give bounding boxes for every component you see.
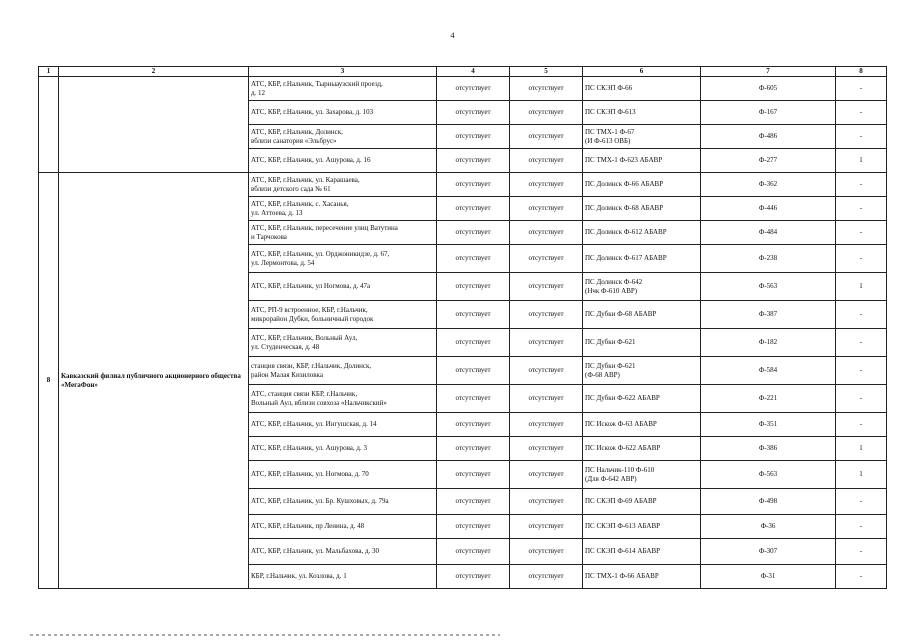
- address-cell: [249, 329, 437, 357]
- col4-cell: отсутствует: [437, 149, 510, 173]
- substation-cell-line: (Для Ф-642 АВР): [585, 474, 637, 483]
- substation-cell-line: ПС ТМХ-1 Ф-66 АБАВР: [585, 572, 659, 580]
- address-cell: [249, 173, 437, 197]
- feeder-cell: Ф-386: [701, 437, 836, 461]
- col5-cell: отсутствует: [510, 77, 583, 101]
- category-cell: -: [836, 413, 887, 437]
- feeder-cell: Ф-351: [701, 413, 836, 437]
- category-cell: -: [836, 77, 887, 101]
- col4-cell: отсутствует: [437, 301, 510, 329]
- substation-cell-line: ПС СКЭП Ф-613: [585, 108, 636, 116]
- row-number-cell: 8: [39, 173, 59, 589]
- feeder-cell: Ф-238: [701, 245, 836, 273]
- address-cell-line: ул. Аттоева, д. 13: [251, 208, 303, 217]
- col5-cell: отсутствует: [510, 149, 583, 173]
- address-cell: [249, 77, 437, 101]
- col4-cell: отсутствует: [437, 385, 510, 413]
- substation-cell-line: (И Ф-613 ОВБ): [585, 136, 631, 145]
- col4-cell: отсутствует: [437, 357, 510, 385]
- address-cell-line: АТС, КБР, г.Нальчик, ул. Карашаева,: [251, 175, 360, 184]
- substation-cell-line: ПС Долинск Ф-617 АБАВР: [585, 254, 667, 262]
- organization-cell: Кавказский филиал публичного акционерного общества «МегаФон»: [59, 173, 249, 589]
- address-cell: [249, 489, 437, 515]
- substation-cell-line: ПС ТМХ-1 Ф-623 АБАВР: [585, 156, 663, 164]
- address-cell: [249, 221, 437, 245]
- substation-cell-line: ПС Долинск Ф-642: [585, 277, 643, 286]
- address-cell-line: станция связи, КБР, г.Нальчик, Долинск,: [251, 361, 372, 370]
- category-cell: -: [836, 515, 887, 539]
- feeder-cell: Ф-484: [701, 221, 836, 245]
- column-header-3: 3: [249, 67, 437, 77]
- category-cell: 1: [836, 273, 887, 301]
- feeder-cell: Ф-182: [701, 329, 836, 357]
- category-cell: 1: [836, 437, 887, 461]
- category-cell: -: [836, 385, 887, 413]
- address-cell-line: АТС, станция связи КБР, г.Нальчик,: [251, 389, 358, 398]
- substation-cell: [583, 329, 701, 357]
- address-cell-line: АТС, КБР, г.Нальчик, ул. Бр. Кушховых, д. 79а: [251, 497, 389, 505]
- substation-cell: [583, 489, 701, 515]
- col4-cell: отсутствует: [437, 221, 510, 245]
- col4-cell: отсутствует: [437, 197, 510, 221]
- row-number-cell: [39, 77, 59, 173]
- col5-cell: отсутствует: [510, 385, 583, 413]
- address-cell: [249, 357, 437, 385]
- table-body: [39, 77, 887, 589]
- column-header-6: 6: [583, 67, 701, 77]
- col5-cell: отсутствует: [510, 221, 583, 245]
- address-cell: [249, 245, 437, 273]
- address-cell: [249, 149, 437, 173]
- substation-cell: [583, 101, 701, 125]
- substation-cell-line: ПС ТМХ-1 Ф-67: [585, 127, 635, 136]
- address-cell-line: вблизи детского сада № 61: [251, 184, 331, 193]
- address-cell-line: АТС, КБР, г.Нальчик, пр Ленина, д. 48: [251, 522, 365, 530]
- column-header-5: 5: [510, 67, 583, 77]
- category-cell: -: [836, 329, 887, 357]
- table-row: [39, 173, 887, 197]
- address-cell-line: и Тарчокова: [251, 232, 287, 241]
- address-cell-line: АТС, КБР, г.Нальчик, ул Ногмова, д. 47а: [251, 282, 371, 290]
- address-cell: [249, 385, 437, 413]
- category-cell: -: [836, 357, 887, 385]
- col5-cell: отсутствует: [510, 539, 583, 565]
- address-cell: [249, 101, 437, 125]
- feeder-cell: Ф-362: [701, 173, 836, 197]
- substation-cell-line: ПС Нальчик-110 Ф-610: [585, 465, 655, 474]
- address-cell-line: микрорайон Дубки, больничный городок: [251, 314, 374, 323]
- col5-cell: отсутствует: [510, 273, 583, 301]
- substation-cell: [583, 565, 701, 589]
- address-cell-line: вблизи санатория «Эльбрус»: [251, 136, 337, 145]
- substation-cell: [583, 413, 701, 437]
- category-cell: -: [836, 539, 887, 565]
- col4-cell: отсутствует: [437, 461, 510, 489]
- substation-cell: [583, 245, 701, 273]
- substation-cell: [583, 173, 701, 197]
- column-header-7: 7: [701, 67, 836, 77]
- column-header-1: 1: [39, 67, 59, 77]
- address-cell: [249, 437, 437, 461]
- col4-cell: отсутствует: [437, 539, 510, 565]
- col4-cell: отсутствует: [437, 413, 510, 437]
- address-cell: [249, 301, 437, 329]
- feeder-cell: Ф-307: [701, 539, 836, 565]
- substation-cell: [583, 301, 701, 329]
- address-cell-line: д. 12: [251, 88, 266, 97]
- col5-cell: отсутствует: [510, 489, 583, 515]
- substation-cell: [583, 197, 701, 221]
- category-cell: 1: [836, 461, 887, 489]
- substation-cell-line: (Ф-68 АВР): [585, 370, 620, 379]
- address-cell-line: АТС, РП-9 встроенное, КБР, г.Нальчик,: [251, 305, 368, 314]
- substation-cell-line: ПС Дубки Ф-68 АБАВР: [585, 310, 657, 318]
- substation-cell-line: ПС СКЭП Ф-613 АБАВР: [585, 522, 661, 530]
- col5-cell: отсутствует: [510, 461, 583, 489]
- column-header-4: 4: [437, 67, 510, 77]
- col4-cell: отсутствует: [437, 77, 510, 101]
- category-cell: -: [836, 125, 887, 149]
- address-cell-line: АТС, КБР, г.Нальчик, Тырныаузский проезд,: [251, 79, 383, 88]
- substation-cell: [583, 357, 701, 385]
- address-cell-line: Вольный Аул, вблизи совхоза «Нальчикский»: [251, 398, 387, 407]
- feeder-cell: Ф-221: [701, 385, 836, 413]
- col5-cell: отсутствует: [510, 101, 583, 125]
- feeder-cell: Ф-167: [701, 101, 836, 125]
- address-cell-line: АТС, КБР, г.Нальчик, ул. Мальбахова, д. 30: [251, 547, 380, 555]
- organization-cell: [59, 77, 249, 173]
- substation-cell: [583, 539, 701, 565]
- col5-cell: отсутствует: [510, 173, 583, 197]
- col4-cell: отсутствует: [437, 437, 510, 461]
- feeder-cell: Ф-36: [701, 515, 836, 539]
- address-cell-line: АТС, КБР, г.Нальчик, Долинск,: [251, 127, 343, 136]
- page-number: 4: [450, 31, 455, 40]
- feeder-cell: Ф-563: [701, 273, 836, 301]
- address-cell-line: АТС, КБР, г.Нальчик, ул. Ашурова, д. 3: [251, 444, 367, 452]
- col5-cell: отсутствует: [510, 197, 583, 221]
- col4-cell: отсутствует: [437, 489, 510, 515]
- substation-cell: [583, 437, 701, 461]
- address-cell: [249, 539, 437, 565]
- category-cell: -: [836, 565, 887, 589]
- substation-cell: [583, 385, 701, 413]
- data-table: [38, 66, 887, 589]
- col4-cell: отсутствует: [437, 245, 510, 273]
- substation-cell: [583, 149, 701, 173]
- substation-cell-line: ПС Дубки Ф-622 АБАВР: [585, 394, 660, 402]
- col4-cell: отсутствует: [437, 125, 510, 149]
- address-cell-line: АТС, КБР, г.Нальчик, ул. Ашурова, д. 16: [251, 156, 371, 164]
- address-cell: [249, 125, 437, 149]
- address-cell-line: АТС, КБР, г.Нальчик, с. Хасанья,: [251, 199, 349, 208]
- address-cell: [249, 273, 437, 301]
- feeder-cell: Ф-387: [701, 301, 836, 329]
- header-row: [39, 67, 887, 77]
- address-cell: [249, 197, 437, 221]
- feeder-cell: Ф-498: [701, 489, 836, 515]
- col5-cell: отсутствует: [510, 515, 583, 539]
- col5-cell: отсутствует: [510, 565, 583, 589]
- substation-cell-line: ПС Долинск Ф-66 АБАВР: [585, 180, 664, 188]
- category-cell: -: [836, 221, 887, 245]
- category-cell: -: [836, 301, 887, 329]
- substation-cell-line: ПС Искож Ф-622 АБАВР: [585, 444, 661, 452]
- col5-cell: отсутствует: [510, 245, 583, 273]
- substation-cell: [583, 77, 701, 101]
- substation-cell: [583, 461, 701, 489]
- column-header-8: 8: [836, 67, 887, 77]
- feeder-cell: Ф-605: [701, 77, 836, 101]
- substation-cell-line: ПС Дубки Ф-621: [585, 338, 636, 346]
- col4-cell: отсутствует: [437, 101, 510, 125]
- address-cell-line: АТС, КБР, г.Нальчик, ул. Захарова, д. 103: [251, 108, 374, 116]
- address-cell-line: ул. Студенческая, д. 48: [251, 342, 320, 351]
- address-cell-line: АТС, КБР, г.Нальчик, ул. Орджоникидзе, д. 67,: [251, 249, 390, 258]
- substation-cell-line: ПС Дубки Ф-621: [585, 361, 636, 370]
- category-cell: -: [836, 173, 887, 197]
- address-cell-line: район Малая Кизиловка: [251, 370, 323, 379]
- address-cell-line: АТС, КБР, г.Нальчик, пересечение улиц Ватутина: [251, 223, 398, 232]
- col5-cell: отсутствует: [510, 413, 583, 437]
- feeder-cell: Ф-486: [701, 125, 836, 149]
- column-header-2: 2: [59, 67, 249, 77]
- category-cell: 1: [836, 149, 887, 173]
- col4-cell: отсутствует: [437, 565, 510, 589]
- address-cell-line: АТС, КБР, г.Нальчик, ул. Ногмова, д. 70: [251, 470, 369, 478]
- substation-cell-line: ПС СКЭП Ф-614 АБАВР: [585, 547, 661, 555]
- feeder-cell: Ф-563: [701, 461, 836, 489]
- category-cell: -: [836, 245, 887, 273]
- address-cell-line: АТС, КБР, г.Нальчик, ул. Ингушская, д. 14: [251, 420, 377, 428]
- feeder-cell: Ф-584: [701, 357, 836, 385]
- col4-cell: отсутствует: [437, 273, 510, 301]
- feeder-cell: Ф-277: [701, 149, 836, 173]
- col5-cell: отсутствует: [510, 125, 583, 149]
- address-cell-line: ул. Лермонтова, д. 54: [251, 258, 315, 267]
- col4-cell: отсутствует: [437, 173, 510, 197]
- table-row: [39, 77, 887, 101]
- address-cell: [249, 565, 437, 589]
- category-cell: -: [836, 197, 887, 221]
- feeder-cell: Ф-446: [701, 197, 836, 221]
- category-cell: -: [836, 489, 887, 515]
- col5-cell: отсутствует: [510, 437, 583, 461]
- substation-cell-line: ПС СКЭП Ф-69 АБАВР: [585, 497, 657, 505]
- substation-cell: [583, 273, 701, 301]
- substation-cell: [583, 515, 701, 539]
- substation-cell: [583, 125, 701, 149]
- address-cell: [249, 413, 437, 437]
- substation-cell-line: ПС СКЭП Ф-66: [585, 84, 633, 92]
- col5-cell: отсутствует: [510, 357, 583, 385]
- substation-cell-line: ПС Искож Ф-63 АБАВР: [585, 420, 657, 428]
- feeder-cell: Ф-31: [701, 565, 836, 589]
- substation-cell-line: ПС Долинск Ф-68 АБАВР: [585, 204, 664, 212]
- category-cell: -: [836, 101, 887, 125]
- col4-cell: отсутствует: [437, 515, 510, 539]
- address-cell-line: КБР, г.Нальчик, ул. Козлова, д. 1: [251, 572, 347, 580]
- scan-edge-line: [30, 634, 500, 636]
- substation-cell-line: ПС Долинск Ф-612 АБАВР: [585, 228, 667, 236]
- address-cell: [249, 515, 437, 539]
- address-cell: [249, 461, 437, 489]
- col5-cell: отсутствует: [510, 329, 583, 357]
- col4-cell: отсутствует: [437, 329, 510, 357]
- substation-cell: [583, 221, 701, 245]
- substation-cell-line: (Нчк Ф-610 АВР): [585, 286, 638, 295]
- col5-cell: отсутствует: [510, 301, 583, 329]
- address-cell-line: АТС, КБР, г.Нальчик, Вольный Аул,: [251, 333, 358, 342]
